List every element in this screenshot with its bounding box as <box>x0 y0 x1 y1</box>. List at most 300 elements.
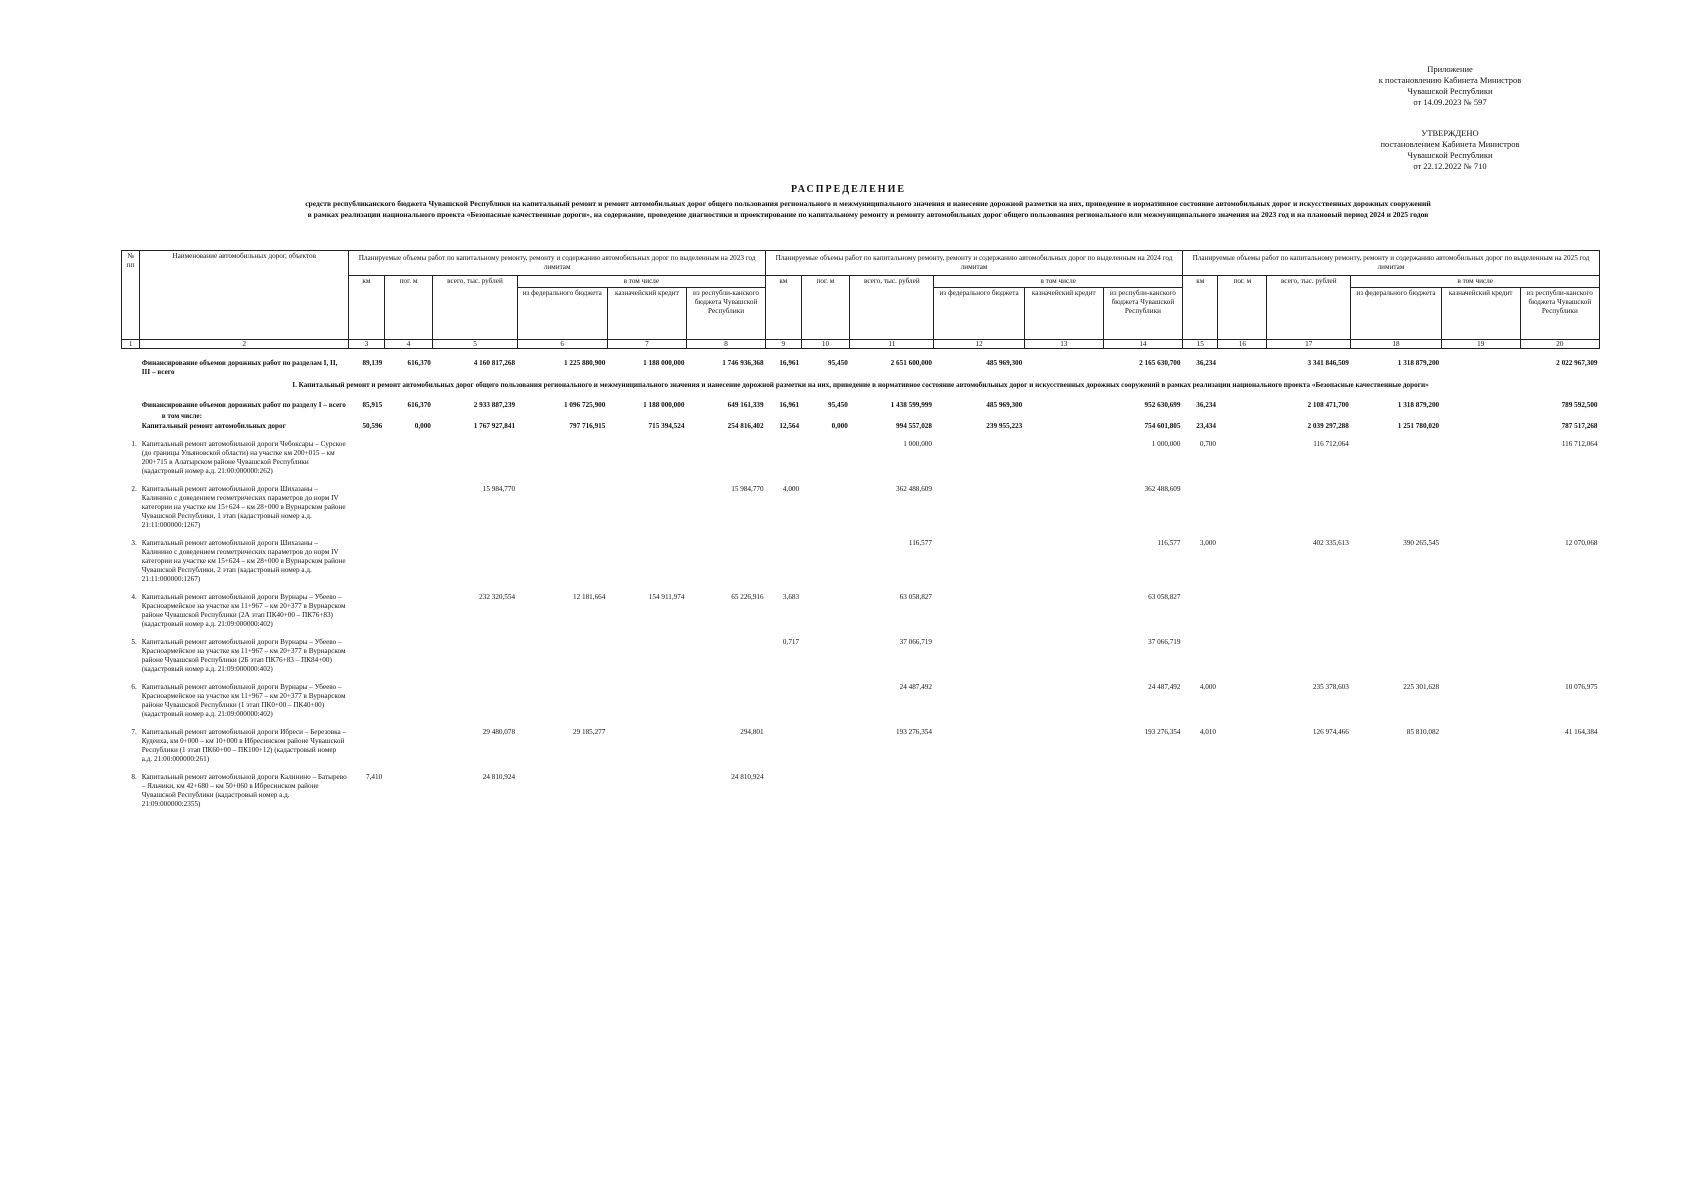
table-cell: 29 185,277 <box>573 728 606 736</box>
column-number: 5 <box>433 340 517 349</box>
table-cell <box>1218 531 1267 585</box>
header-period-2025: Планируемые объемы работ по капитальному ремонту, ремонту и содержанию автомобильных дорог по выделенным на 2025 год лимитам <box>1182 251 1599 276</box>
table-cell <box>801 765 850 810</box>
header-including-2023: в том числе <box>517 276 766 288</box>
table-cell <box>384 675 433 720</box>
table-cell: 485 969,300 <box>986 401 1023 409</box>
table-cell <box>850 765 934 810</box>
table-cell: 116 712,064 <box>1561 440 1598 448</box>
row-number: 5. <box>131 638 137 646</box>
table-cell: 193 276,354 <box>896 728 932 736</box>
table-cell: 1 000,000 <box>903 440 932 448</box>
table-cell <box>1182 630 1218 675</box>
table-cell: 116,577 <box>1157 539 1181 547</box>
table-cell: 754 601,805 <box>1144 422 1181 430</box>
table-cell <box>1024 349 1103 379</box>
table-cell: 2 651 600,000 <box>890 359 932 367</box>
table-cell <box>349 630 385 675</box>
table-cell <box>934 720 1024 765</box>
table-cell <box>934 630 1024 675</box>
approval-line: постановлением Кабинета Министров <box>1380 139 1520 149</box>
distribution-table <box>121 250 1600 810</box>
header-republic-2025: из республи-канского бюджета Чувашской Республики <box>1520 288 1599 340</box>
table-cell: 36,234 <box>1196 401 1216 409</box>
header-federal-2025: из федерального бюджета <box>1351 288 1441 340</box>
table-cell <box>384 477 433 531</box>
table-cell <box>1182 477 1218 531</box>
table-cell: 616,370 <box>407 359 431 367</box>
approval-line: УТВЕРЖДЕНО <box>1421 128 1479 138</box>
row-number: 4. <box>131 593 137 601</box>
column-number: 18 <box>1351 340 1441 349</box>
column-number: 17 <box>1267 340 1351 349</box>
table-cell <box>801 630 850 675</box>
column-number-row <box>122 340 1600 349</box>
table-cell <box>1024 422 1103 432</box>
table-cell <box>607 630 686 675</box>
table-cell: 24 487,492 <box>899 683 932 691</box>
table-cell <box>1218 349 1267 379</box>
table-cell: 789 592,500 <box>1561 401 1598 409</box>
table-cell <box>384 585 433 630</box>
row-number <box>122 411 140 422</box>
header-period-2024: Планируемые объемы работ по капитальному ремонту, ремонту и содержанию автомобильных дорог по выделенным на 2024 год лимитам <box>766 251 1183 276</box>
table-cell <box>801 675 850 720</box>
header-republic-2023: из республи-канского бюджета Чувашской Республики <box>686 288 765 340</box>
table-cell <box>1218 432 1267 477</box>
table-cell <box>349 531 385 585</box>
header-federal-2023: из федерального бюджета <box>517 288 607 340</box>
table-cell: 2 108 471,700 <box>1307 401 1349 409</box>
table-cell: 797 716,915 <box>569 422 606 430</box>
header-name: Наименование автомобильных дорог, объектов <box>140 251 349 340</box>
table-cell: 1 438 599,999 <box>890 401 932 409</box>
table-cell <box>766 675 802 720</box>
column-number: 10 <box>801 340 850 349</box>
table-cell <box>934 675 1024 720</box>
table-cell <box>349 432 385 477</box>
table-cell <box>1441 422 1520 432</box>
column-number: 3 <box>349 340 385 349</box>
header-no: № пп <box>122 251 140 340</box>
table-cell: 649 161,339 <box>727 401 764 409</box>
row-number: 1. <box>131 440 137 448</box>
table-cell: 1 188 000,000 <box>643 359 685 367</box>
table-cell <box>1024 585 1103 630</box>
header-pm-2023: пог. м <box>384 276 433 340</box>
table-cell: 294,801 <box>740 728 764 736</box>
summary-total-row <box>122 349 1600 379</box>
table-cell: 12 070,068 <box>1565 539 1598 547</box>
table-cell <box>1267 477 1351 531</box>
table-cell: 0,717 <box>782 638 800 646</box>
table-cell <box>766 765 802 810</box>
row-number <box>122 393 140 411</box>
table-cell: 89,139 <box>362 359 383 367</box>
table-cell: 235 378,603 <box>1312 683 1349 691</box>
header-credit-2024: казначейский кредит <box>1024 288 1103 340</box>
table-cell <box>766 531 802 585</box>
row-number: 7. <box>131 728 137 736</box>
table-cell <box>1441 349 1520 379</box>
column-number: 11 <box>850 340 934 349</box>
table-cell: 485 969,300 <box>986 359 1023 367</box>
subtitle-line-2: в рамках реализации национального проекта «Безопасные качественные дороги», на содержание, проведение диагностики и проектирование по капитальному ремонту и ремонту автомобильных дорог общего пользования регионального или межмуниципального значения на 2023 год и на плановый период 2024 и 2025 годов <box>307 210 1429 219</box>
table-cell <box>934 765 1024 810</box>
table-cell: 4,000 <box>782 485 800 493</box>
appendix-line: к постановлению Кабинета Министров <box>1378 75 1522 85</box>
including-label: в том числе: <box>161 412 203 420</box>
table-cell: 1 188 000,000 <box>643 401 685 409</box>
table-cell: 4 160 817,268 <box>473 359 516 367</box>
table-cell: 154 911,974 <box>648 593 685 601</box>
row-name: Капитальный ремонт автомобильной дороги Ибреси – Березовка – Кудеиха, км 0+000 – км 10+000 в Ибресинском районе Чувашской Республики (1 этап ПК60+00 – ПК100+12) (кадастровый номер а.д. 21:00:000000:261) <box>141 728 347 763</box>
table-cell: 390 265,545 <box>1403 539 1440 547</box>
table-cell: 2 039 297,288 <box>1307 422 1349 430</box>
row-number: 3. <box>131 539 137 547</box>
table-cell <box>349 585 385 630</box>
column-number: 1 <box>122 340 140 349</box>
table-cell <box>607 720 686 765</box>
table-cell: 116,577 <box>908 539 932 547</box>
row-name: Капитальный ремонт автомобильной дороги Шихазаны – Калинино с доведением геометрических параметров до норм IV категории на участке км 15+624 – км 28+000 в Вурнарском районе Чувашской Республики, 1 этап (кадастровый номер а.д. 21:11:000000:1267) <box>141 485 346 529</box>
table-cell: 36,234 <box>1196 359 1216 367</box>
row-name: Финансирование объемов дорожных работ по разделам I, II, III – всего <box>141 359 338 376</box>
table-cell <box>349 477 385 531</box>
column-number: 20 <box>1520 340 1599 349</box>
table-cell: 1 767 927,841 <box>473 422 516 430</box>
header-including-2024: в том числе <box>934 276 1183 288</box>
table-cell <box>686 630 765 675</box>
table-cell <box>1182 765 1218 810</box>
table-cell: 85,915 <box>362 401 383 409</box>
table-cell: 2 022 967,309 <box>1556 359 1598 367</box>
table-cell <box>384 432 433 477</box>
table-cell: 63 058,827 <box>899 593 932 601</box>
table-cell <box>1351 477 1441 531</box>
table-cell: 616,370 <box>407 401 431 409</box>
table-cell: 0,700 <box>1199 440 1216 448</box>
table-row <box>122 477 1600 531</box>
table-cell <box>349 720 385 765</box>
table-cell <box>433 432 517 477</box>
table-cell: 715 394,524 <box>648 422 685 430</box>
column-number: 15 <box>1182 340 1218 349</box>
table-cell: 24 810,924 <box>482 773 516 781</box>
table-cell <box>686 675 765 720</box>
table-cell <box>1441 432 1520 477</box>
table-cell <box>1218 720 1267 765</box>
table-cell: 1 225 880,900 <box>564 359 606 367</box>
table-cell <box>433 675 517 720</box>
table-cell: 29 480,078 <box>482 728 516 736</box>
table-cell: 2 933 887,239 <box>473 401 516 409</box>
table-cell: 23,434 <box>1196 422 1216 430</box>
table-cell <box>1024 720 1103 765</box>
column-number: 2 <box>140 340 349 349</box>
column-number: 13 <box>1024 340 1103 349</box>
table-cell <box>517 432 607 477</box>
table-cell: 4,010 <box>1199 728 1216 736</box>
table-cell: 1 000,000 <box>1151 440 1181 448</box>
row-name: Финансирование объемов дорожных работ по разделу I – всего <box>141 401 346 409</box>
table-cell: 41 164,384 <box>1565 728 1598 736</box>
table-cell <box>934 585 1024 630</box>
table-row <box>122 432 1600 477</box>
table-cell <box>801 477 850 531</box>
header-credit-2023: казначейский кредит <box>607 288 686 340</box>
table-cell <box>1520 477 1599 531</box>
row-name: Капитальный ремонт автомобильной дороги Калинино – Батырево – Яльчики, км 42+680 – км 50+060 в Ибресинском районе Чувашской Республики (кадастровый номер а.д. 21:09:000000:2355) <box>141 773 347 808</box>
table-cell <box>1441 630 1520 675</box>
table-cell <box>1441 531 1520 585</box>
table-cell: 787 517,268 <box>1561 422 1598 430</box>
table-cell: 1 096 725,900 <box>564 401 606 409</box>
table-cell <box>1441 393 1520 411</box>
table-cell <box>1103 765 1182 810</box>
row-name: Капитальный ремонт автомобильной дороги Чебоксары – Сурское (до границы Ульяновской области) на участке км 200+015 – км 200+715 в Алатырском районе Чувашской Республики (кадастровый номер а.д. 21:00:000000:262) <box>141 440 346 475</box>
table-cell <box>607 531 686 585</box>
header-km-2023: км <box>349 276 385 340</box>
header-km-2025: км <box>1182 276 1218 340</box>
table-cell: 63 058,827 <box>1148 593 1181 601</box>
header-total-2023: всего, тыс. рублей <box>433 276 517 340</box>
table-header <box>122 251 1600 349</box>
table-cell <box>433 630 517 675</box>
table-cell: 232 320,554 <box>479 593 516 601</box>
capital-repair-row <box>122 422 1600 432</box>
table-row <box>122 720 1600 765</box>
table-cell: 952 630,699 <box>1144 401 1181 409</box>
table-cell <box>1441 765 1520 810</box>
table-cell: 193 276,354 <box>1144 728 1181 736</box>
table-cell: 7,410 <box>366 773 383 781</box>
table-cell <box>1218 393 1267 411</box>
table-row <box>122 585 1600 630</box>
section-1-title: I. Капитальный ремонт и ремонт автомобильных дорог общего пользования регионального и межмуниципального значения и нанесение дорожной разметки на них, приведение в нормативное состояние автомобильных дорог и искусственных дорожных сооружений в рамках реализации национального проекта «Безопасные качественные дороги» <box>292 381 1429 389</box>
table-cell <box>1520 765 1599 810</box>
table-body <box>122 349 1600 811</box>
table-cell <box>686 531 765 585</box>
table-cell <box>607 765 686 810</box>
table-cell: 12,564 <box>779 422 800 430</box>
appendix-line: от 14.09.2023 № 597 <box>1413 97 1487 107</box>
table-cell <box>607 477 686 531</box>
column-number: 4 <box>384 340 433 349</box>
row-number: 2. <box>131 485 137 493</box>
table-cell <box>1441 675 1520 720</box>
row-name: Капитальный ремонт автомобильных дорог <box>141 422 286 430</box>
column-number: 16 <box>1218 340 1267 349</box>
table-cell: 37 066,719 <box>899 638 932 646</box>
appendix-block <box>1340 64 1560 108</box>
table-row <box>122 675 1600 720</box>
table-cell <box>517 531 607 585</box>
table-cell: 0,000 <box>414 422 431 430</box>
table-cell <box>1267 765 1351 810</box>
approval-block <box>1340 128 1560 172</box>
table-cell: 24 810,924 <box>731 773 764 781</box>
header-credit-2025: казначейский кредит <box>1441 288 1520 340</box>
header-total-2025: всего, тыс. рублей <box>1267 276 1351 340</box>
table-cell <box>607 675 686 720</box>
row-number: 8. <box>131 773 137 781</box>
table-cell <box>801 720 850 765</box>
table-cell: 24 487,492 <box>1148 683 1181 691</box>
table-cell: 362 488,609 <box>896 485 932 493</box>
table-row <box>122 765 1600 810</box>
table-cell: 16,961 <box>779 401 800 409</box>
table-cell: 1 251 780,020 <box>1397 422 1440 430</box>
row-number <box>122 349 140 379</box>
table-cell <box>1351 585 1441 630</box>
section-title-row <box>122 378 1600 393</box>
table-cell: 362 488,609 <box>1144 485 1181 493</box>
appendix-line: Чувашской Республики <box>1407 86 1493 96</box>
table-cell: 85 810,082 <box>1406 728 1440 736</box>
table-cell <box>607 432 686 477</box>
table-cell <box>384 531 433 585</box>
document-subtitle <box>128 198 1608 220</box>
table-cell <box>1218 477 1267 531</box>
column-number: 12 <box>934 340 1024 349</box>
table-cell: 10 076,975 <box>1565 683 1598 691</box>
table-cell <box>517 765 607 810</box>
table-cell: 225 301,628 <box>1403 683 1440 691</box>
header-total-2024: всего, тыс. рублей <box>850 276 934 340</box>
column-number: 19 <box>1441 340 1520 349</box>
table-cell <box>349 675 385 720</box>
table-cell: 1 318 879,200 <box>1397 359 1440 367</box>
table-cell <box>1520 630 1599 675</box>
including-row <box>122 411 1600 422</box>
table-cell <box>766 432 802 477</box>
table-cell: 50,596 <box>362 422 383 430</box>
row-number <box>122 422 140 432</box>
table-cell: 994 557,028 <box>896 422 932 430</box>
table-cell <box>1024 477 1103 531</box>
table-cell: 3 341 846,509 <box>1307 359 1349 367</box>
header-pm-2024: пог. м <box>801 276 850 340</box>
header-km-2024: км <box>766 276 802 340</box>
table-cell: 37 066,719 <box>1148 638 1181 646</box>
table-cell: 254 816,402 <box>727 422 764 430</box>
table-cell <box>1024 630 1103 675</box>
table-cell <box>1218 765 1267 810</box>
table-cell <box>433 531 517 585</box>
table-cell <box>384 630 433 675</box>
table-cell <box>934 531 1024 585</box>
table-cell: 0,000 <box>831 422 848 430</box>
table-cell <box>1218 585 1267 630</box>
table-cell <box>1218 630 1267 675</box>
table-cell: 402 335,613 <box>1312 539 1349 547</box>
table-cell <box>686 432 765 477</box>
column-number: 14 <box>1103 340 1182 349</box>
table-cell: 15 984,770 <box>482 485 516 493</box>
row-name: Капитальный ремонт автомобильной дороги Вурнары – Убеево – Красноармейское на участке км 11+967 – км 20+377 в Вурнарском районе Чувашской Республики (1 этап ПК0+00 – ПК40+00) (кадастровый номер а.д. 21:09:000000:402) <box>141 683 346 718</box>
table-cell <box>1351 630 1441 675</box>
table-cell: 65 226,916 <box>731 593 764 601</box>
table-cell <box>1441 477 1520 531</box>
header-pm-2025: пог. м <box>1218 276 1267 340</box>
section-1-total-row <box>122 393 1600 411</box>
table-cell <box>934 432 1024 477</box>
table-cell: 239 955,223 <box>986 422 1023 430</box>
table-cell: 95,450 <box>828 359 848 367</box>
header-federal-2024: из федерального бюджета <box>934 288 1024 340</box>
table-cell <box>1024 393 1103 411</box>
header-republic-2024: из республи-канского бюджета Чувашской Республики <box>1103 288 1182 340</box>
row-name: Капитальный ремонт автомобильной дороги Вурнары – Убеево – Красноармейское на участке км 11+967 – км 20+377 в Вурнарском районе Чувашской Республики (2А этап ПК40+00 – ПК76+83) (кадастровый номер а.д. 21:09:000000:402) <box>141 593 346 628</box>
header-including-2025: в том числе <box>1351 276 1600 288</box>
table-row <box>122 630 1600 675</box>
table-cell <box>517 630 607 675</box>
column-number: 9 <box>766 340 802 349</box>
table-cell <box>1218 675 1267 720</box>
table-cell <box>1267 630 1351 675</box>
column-number: 8 <box>686 340 765 349</box>
table-cell <box>801 432 850 477</box>
table-cell <box>1024 675 1103 720</box>
column-number: 6 <box>517 340 607 349</box>
table-cell <box>517 477 607 531</box>
table-cell <box>1441 585 1520 630</box>
document-title: РАСПРЕДЕЛЕНИЕ <box>790 184 907 195</box>
table-cell: 3,683 <box>782 593 800 601</box>
table-cell <box>766 720 802 765</box>
table-cell <box>517 675 607 720</box>
table-cell <box>1024 531 1103 585</box>
table-cell <box>1218 422 1267 432</box>
table-cell: 126 974,466 <box>1312 728 1349 736</box>
table-cell <box>1351 432 1441 477</box>
empty-cell <box>349 411 1600 422</box>
table-cell <box>1351 765 1441 810</box>
row-number: 6. <box>131 683 137 691</box>
header-period-2023: Планируемые объемы работ по капитальному ремонту, ремонту и содержанию автомобильных дорог по выделенным на 2023 год лимитам <box>349 251 766 276</box>
table-cell: 3,000 <box>1199 539 1216 547</box>
row-name: Капитальный ремонт автомобильной дороги Шихазаны – Калинино с доведением геометрических параметров до норм IV категории на участке км 15+624 – км 28+000 в Вурнарском районе Чувашской Республики, 2 этап (кадастровый номер а.д. 21:11:000000:1267) <box>141 539 346 583</box>
appendix-line: Приложение <box>1427 64 1473 74</box>
table-cell <box>384 720 433 765</box>
table-cell <box>934 477 1024 531</box>
column-number: 7 <box>607 340 686 349</box>
table-cell <box>1441 720 1520 765</box>
table-cell <box>1024 765 1103 810</box>
table-cell: 116 712,064 <box>1313 440 1349 448</box>
table-cell: 4,000 <box>1199 683 1216 691</box>
table-cell <box>1267 585 1351 630</box>
approval-line: Чувашской Республики <box>1407 150 1493 160</box>
table-cell: 16,961 <box>779 359 800 367</box>
table-cell: 1 318 879,200 <box>1397 401 1440 409</box>
approval-line: от 22.12.2022 № 710 <box>1413 161 1487 171</box>
subtitle-line-1: средств республиканского бюджета Чувашской Республики на капитальный ремонт и ремонт автомобильных дорог общего пользования регионального и межмуниципального значения и нанесение дорожной разметки на них, приведение в нормативное состояние автомобильных дорог и искусственных дорожных сооружений <box>305 199 1431 208</box>
row-name: Капитальный ремонт автомобильной дороги Вурнары – Убеево – Красноармейское на участке км 11+967 – км 20+377 в Вурнарском районе Чувашской Республики (2Б этап ПК76+83 – ПК84+00) (кадастровый номер а.д. 21:09:000000:402) <box>141 638 346 673</box>
table-cell <box>384 765 433 810</box>
table-cell <box>1520 585 1599 630</box>
table-cell: 15 984,770 <box>731 485 764 493</box>
table-cell: 95,450 <box>828 401 848 409</box>
table-cell <box>801 585 850 630</box>
table-cell: 2 165 630,700 <box>1139 359 1181 367</box>
table-cell <box>801 531 850 585</box>
table-cell <box>1182 585 1218 630</box>
table-cell: 12 181,664 <box>573 593 606 601</box>
table-cell <box>1024 432 1103 477</box>
table-row <box>122 531 1600 585</box>
